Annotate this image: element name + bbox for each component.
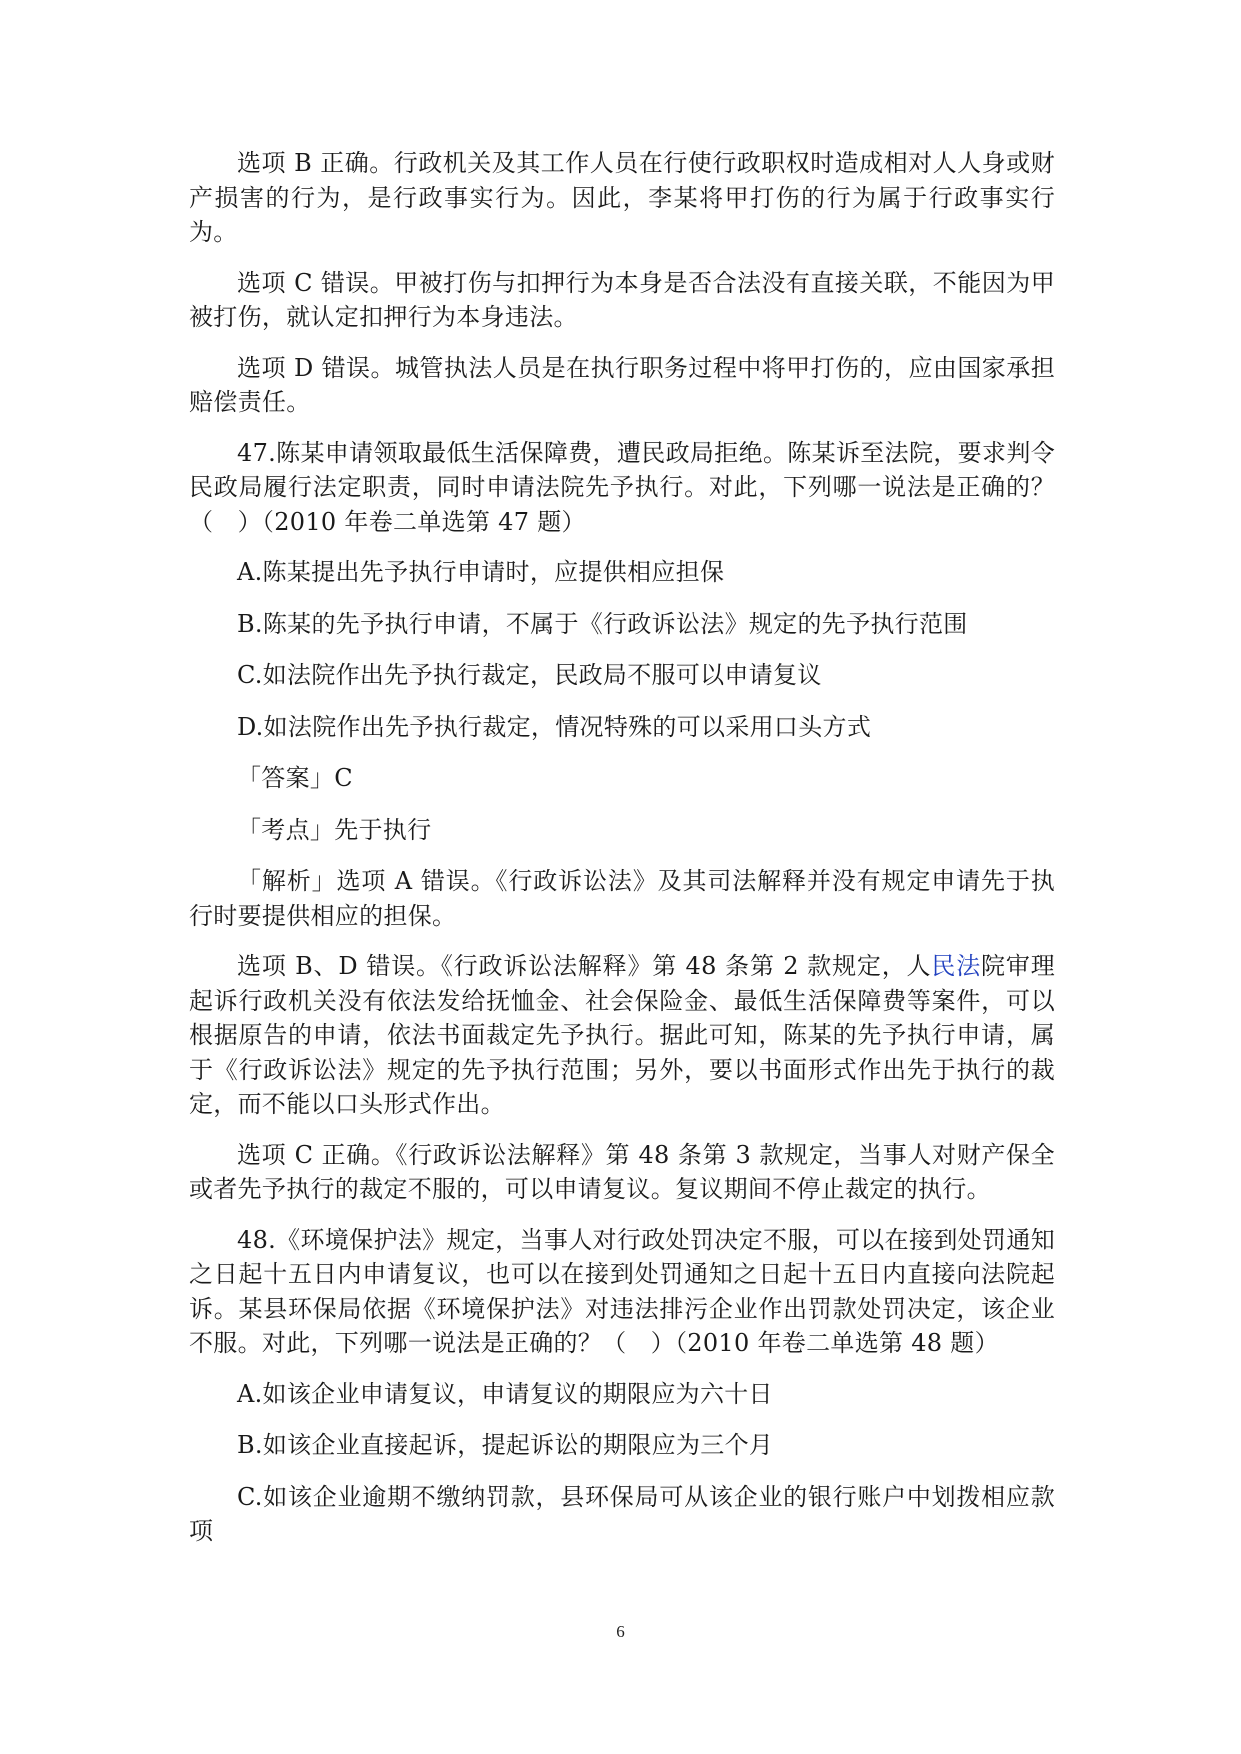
paragraph-option-d-wrong: 选项 D 错误。城管执法人员是在执行职务过程中将甲打伤的，应由国家承担赔偿责任。 [189, 353, 1055, 416]
page-number: 6 [616, 1622, 625, 1641]
question-47-answer: 「答案」C [237, 764, 353, 792]
analysis-bd-text-start: 选项 B、D 错误。《行政诉讼法解释》第 48 条第 2 款规定，人 [237, 952, 932, 980]
question-47-analysis-c: 选项 C 正确。《行政诉讼法解释》第 48 条第 3 款规定，当事人对财产保全或者先予执行的裁定不服的，可以申请复议。复议期间不停止裁定的执行。 [189, 1140, 1055, 1203]
question-47-option-b: B.陈某的先予执行申请，不属于《行政诉讼法》规定的先予执行范围 [237, 609, 968, 638]
question-47-analysis-a: 「解析」选项 A 错误。《行政诉讼法》及其司法解释并没有规定申请先于执行时要提供相应的担保。 [189, 867, 1055, 930]
question-48-option-b: B.如该企业直接起诉，提起诉讼的期限应为三个月 [237, 1431, 774, 1459]
question-47-analysis-bd [189, 949, 1055, 1122]
paragraph-option-b-correct: 选项 B 正确。行政机关及其工作人员在行使行政职权时造成相对人人身或财产损害的行为，是行政事实行为。因此，李某将甲打伤的行为属于行政事实行为。 [189, 149, 1055, 246]
question-48-option-c: C.如该企业逾期不缴纳罚款，县环保局可从该企业的银行账户中划拨相应款项 [189, 1482, 1055, 1545]
analysis-bd-text-end: 院审理起诉行政机关没有依法发给抚恤金、社会保险金、最低生活保障费等案件，可以根据原告的申请，依法书面裁定先予执行。据此可知，陈某的先予执行申请，属于《行政诉讼法》规定的先予执行范围；另外，要以书面形式作出先于执行的裁定，而不能以口头形式作出。 [189, 952, 1055, 1118]
document-body [189, 146, 1055, 1566]
question-47-option-c: C.如法院作出先予执行裁定，民政局不服可以申请复议 [237, 661, 822, 689]
question-47: 47.陈某申请领取最低生活保障费，遭民政局拒绝。陈某诉至法院，要求判令民政局履行法定职责，同时申请法院先予执行。对此，下列哪一说法是正确的？（ ）（2010 年卷二单选第 47 题） [189, 438, 1055, 536]
civil-law-link[interactable]: 民法 [931, 952, 982, 980]
paragraph-option-c-wrong: 选项 C 错误。甲被打伤与扣押行为本身是否合法没有直接关联，不能因为甲被打伤，就认定扣押行为本身违法。 [189, 268, 1055, 331]
question-47-exam-point: 「考点」先于执行 [237, 815, 432, 844]
question-48: 48.《环境保护法》规定，当事人对行政处罚决定不服，可以在接到处罚通知之日起十五日内申请复议，也可以在接到处罚通知之日起十五日内直接向法院起诉。某县环保局依据《环境保护法》对违法排污企业作出罚款处罚决定，该企业不服。对此，下列哪一说法是正确的？（ ）（2010 年卷二单选第 48 题） [189, 1225, 1055, 1357]
question-47-option-a: A.陈某提出先予执行申请时，应提供相应担保 [237, 558, 725, 586]
question-48-option-a: A.如该企业申请复议，申请复议的期限应为六十日 [237, 1379, 773, 1408]
question-47-option-d: D.如法院作出先予执行裁定，情况特殊的可以采用口头方式 [237, 712, 872, 741]
